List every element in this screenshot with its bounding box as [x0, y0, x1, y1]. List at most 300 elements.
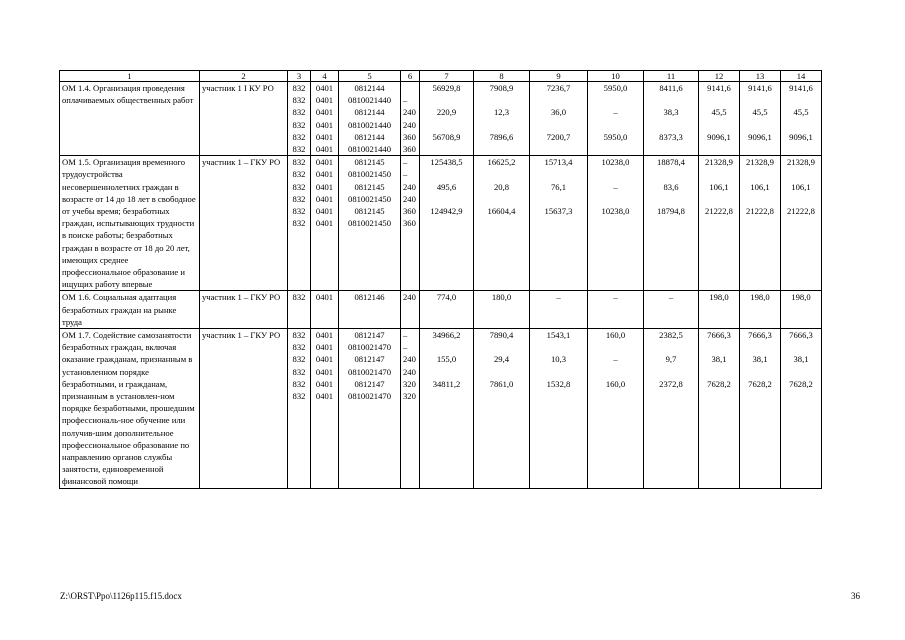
cell-line: 0401: [315, 95, 334, 106]
cell-line: [701, 119, 737, 131]
cell-line: 0810021470: [348, 366, 391, 377]
cell-line: 7666,3: [789, 329, 813, 340]
cell-line: 240: [403, 292, 416, 303]
cell-line: 832: [292, 205, 306, 216]
cell-line: 83,6: [663, 181, 679, 192]
amount-cell: [588, 291, 644, 329]
cell-line: 0401: [315, 169, 334, 180]
cell-line: 9141,6: [707, 83, 731, 93]
cell-line: 0401: [315, 218, 334, 229]
cell-line: 220,9: [436, 107, 457, 118]
cell-line: [742, 168, 778, 180]
cell-line: 7236,7: [546, 83, 571, 93]
cell-line: 180,0: [491, 292, 512, 303]
cell-line: [701, 217, 737, 229]
cell-line: [422, 217, 471, 229]
cell-line: 5950,0: [603, 83, 628, 93]
amount-cell: [420, 156, 474, 291]
cell-line: 0401: [315, 378, 334, 389]
expense-type-code: [401, 328, 420, 488]
grbs-code: [288, 156, 311, 291]
cell-line: [532, 217, 585, 229]
cell-line: [646, 193, 696, 205]
cell-line: 0401: [315, 83, 334, 93]
cell-line: [532, 119, 585, 131]
amount-cell: [530, 328, 588, 488]
cell-line: [646, 366, 696, 378]
cell-line: 18878,4: [657, 157, 685, 168]
cell-line: –: [613, 292, 618, 303]
cell-line: 0810021450: [348, 169, 391, 180]
cell-line: [532, 143, 585, 155]
cell-line: 832: [292, 218, 306, 229]
cell-line: [783, 390, 819, 402]
cell-line: 34811,2: [432, 378, 461, 389]
cell-line: [742, 119, 778, 131]
cell-line: 106,1: [791, 181, 811, 192]
cell-line: [646, 119, 696, 131]
table-header-row: [60, 71, 822, 82]
grbs-code: [288, 328, 311, 488]
cell-line: [646, 217, 696, 229]
cell-line: [742, 341, 778, 353]
cell-line: 832: [292, 193, 306, 204]
cell-line: 832: [292, 169, 306, 180]
cell-line: 8373,3: [659, 131, 683, 142]
cell-line: [783, 143, 819, 155]
cell-line: 7666,3: [748, 329, 772, 340]
cell-line: 0810021440: [348, 95, 391, 106]
cell-line: [742, 390, 778, 402]
column-header: 4: [311, 71, 339, 82]
cell-line: 124942,9: [430, 205, 463, 216]
cell-line: 160,0: [605, 378, 626, 389]
amount-cell: [699, 156, 740, 291]
amount-cell: [781, 82, 822, 156]
amount-cell: [644, 328, 699, 488]
cell-line: [701, 341, 737, 353]
cell-line: 7908,9: [489, 83, 514, 93]
cell-line: –: [403, 342, 408, 353]
cell-line: [590, 341, 641, 353]
cell-line: –: [613, 107, 618, 118]
cell-line: 832: [292, 119, 306, 130]
cell-line: 0812147: [354, 329, 385, 340]
cell-line: 9141,6: [789, 83, 813, 93]
cell-line: 0812147: [354, 378, 385, 389]
cell-line: [532, 94, 585, 106]
cell-line: [701, 366, 737, 378]
cell-line: –: [403, 329, 408, 340]
expense-type-code: [401, 82, 420, 156]
amount-cell: [781, 328, 822, 488]
cell-line: 20,8: [493, 181, 510, 192]
cell-line: [783, 341, 819, 353]
cell-line: [701, 193, 737, 205]
cell-line: 2382,5: [659, 329, 683, 340]
cell-line: 2372,8: [659, 378, 683, 389]
amount-cell: [699, 82, 740, 156]
measure-name: ОМ 1.6. Социальная адаптация безработных граждан на рынке труда: [60, 291, 200, 329]
cell-line: [422, 143, 471, 155]
cell-line: 360: [403, 205, 416, 216]
cell-line: 45,5: [711, 107, 727, 118]
cell-line: [532, 390, 585, 402]
cell-line: 125438,5: [430, 157, 463, 168]
amount-cell: [530, 291, 588, 329]
column-header: 2: [200, 71, 288, 82]
cell-line: [742, 94, 778, 106]
cell-line: 0810021450: [348, 218, 391, 229]
cell-line: 15637,3: [544, 205, 573, 216]
cell-line: 0401: [315, 342, 334, 353]
measure-name: ОМ 1.5. Организация временного трудоустройства несовершеннолетних граждан в возрасте от 14 до 18 лет в свободное от учебы время; безработных граждан, испытывающих трудности в поиске работы; безработных граждан в возрасте от 18 до 20 лет, имеющих среднее профессиональное образование и ищущих работу впервые: [60, 156, 200, 291]
section-code: [311, 328, 339, 488]
grbs-code: [288, 291, 311, 329]
cell-line: 0401: [315, 131, 334, 142]
cell-line: [590, 366, 641, 378]
cell-line: 240: [403, 107, 416, 118]
cell-line: 0401: [315, 193, 334, 204]
cell-line: [590, 168, 641, 180]
cell-line: 155,0: [436, 354, 457, 365]
cell-line: [742, 366, 778, 378]
cell-line: 38,3: [663, 107, 679, 118]
cell-line: 9096,1: [707, 131, 731, 142]
cell-line: 832: [292, 366, 306, 377]
footer-file-path: Z:\ORST\Ppo\1126p115.f15.docx: [60, 591, 182, 601]
column-header: 7: [420, 71, 474, 82]
cell-line: –: [613, 181, 618, 192]
cell-line: 0812144: [354, 107, 385, 118]
table-row: [60, 328, 822, 488]
cell-line: [422, 341, 471, 353]
column-header: 12: [699, 71, 740, 82]
cell-line: 34966,2: [432, 329, 461, 340]
cell-line: [783, 119, 819, 131]
amount-cell: [781, 291, 822, 329]
budget-table: [59, 70, 822, 489]
cell-line: 198,0: [709, 292, 729, 303]
cell-line: 160,0: [605, 329, 626, 340]
cell-line: [532, 366, 585, 378]
amount-cell: [420, 291, 474, 329]
cell-line: [403, 82, 417, 94]
amount-cell: [781, 156, 822, 291]
cell-line: 9,7: [665, 354, 677, 365]
cell-line: [646, 341, 696, 353]
cell-line: 360: [403, 218, 416, 229]
target-article-code: [339, 328, 401, 488]
cell-line: 832: [292, 83, 306, 93]
cell-line: 7628,2: [789, 378, 813, 389]
cell-line: –: [403, 95, 408, 106]
cell-line: 7666,3: [707, 329, 731, 340]
cell-line: [590, 143, 641, 155]
cell-line: 7200,7: [546, 131, 571, 142]
cell-line: 8411,6: [659, 83, 683, 93]
section-code: [311, 156, 339, 291]
cell-line: 38,1: [711, 354, 727, 365]
cell-line: [422, 94, 471, 106]
cell-line: 240: [403, 181, 416, 192]
cell-line: 0812146: [354, 292, 385, 303]
cell-line: 21222,8: [746, 205, 774, 216]
cell-line: 832: [292, 143, 306, 154]
cell-line: 774,0: [436, 292, 457, 303]
cell-line: 5950,0: [603, 131, 628, 142]
cell-line: 7861,0: [489, 378, 514, 389]
cell-line: 0401: [315, 205, 334, 216]
cell-line: [742, 217, 778, 229]
cell-line: 0812147: [354, 354, 385, 365]
cell-line: [742, 143, 778, 155]
cell-line: 832: [292, 131, 306, 142]
amount-cell: [474, 82, 530, 156]
cell-line: [646, 168, 696, 180]
amount-cell: [740, 328, 781, 488]
cell-line: 0401: [315, 354, 334, 365]
cell-line: 832: [292, 107, 306, 118]
cell-line: –: [668, 292, 674, 303]
cell-line: –: [556, 292, 561, 303]
column-header: 8: [474, 71, 530, 82]
cell-line: 0812145: [354, 181, 385, 192]
cell-line: [701, 143, 737, 155]
amount-cell: [644, 156, 699, 291]
amount-cell: [420, 82, 474, 156]
cell-line: [476, 193, 527, 205]
cell-line: 7628,2: [748, 378, 772, 389]
amount-cell: [588, 328, 644, 488]
amount-cell: [474, 291, 530, 329]
amount-cell: [740, 156, 781, 291]
cell-line: 0401: [315, 157, 334, 168]
cell-line: [590, 94, 641, 106]
cell-line: 0401: [315, 181, 334, 192]
amount-cell: [740, 291, 781, 329]
cell-line: [783, 168, 819, 180]
cell-line: 15713,4: [544, 157, 573, 168]
cell-line: 832: [292, 181, 306, 192]
section-code: [311, 82, 339, 156]
cell-line: 10238,0: [601, 157, 630, 168]
participant: участник 1 – ГКУ РО: [200, 156, 288, 291]
cell-line: 18794,8: [657, 205, 685, 216]
column-header: 10: [588, 71, 644, 82]
cell-line: 320: [403, 390, 416, 401]
cell-line: [646, 390, 696, 402]
column-header: 14: [781, 71, 822, 82]
cell-line: –: [403, 169, 408, 180]
cell-line: 38,1: [752, 354, 768, 365]
cell-line: [422, 390, 471, 402]
cell-line: 16604,4: [487, 205, 516, 216]
section-code: [311, 291, 339, 329]
cell-line: [422, 168, 471, 180]
cell-line: [476, 119, 527, 131]
cell-line: [476, 390, 527, 402]
amount-cell: [699, 291, 740, 329]
cell-line: 56929,8: [432, 83, 461, 93]
cell-line: [532, 168, 585, 180]
cell-line: 1543,1: [546, 329, 571, 340]
target-article-code: [339, 156, 401, 291]
participant: участник 1 – ГКУ РО: [200, 291, 288, 329]
page-number: 36: [851, 591, 860, 601]
cell-line: 240: [403, 119, 416, 130]
table-row: [60, 156, 822, 291]
participant: участник 1 I КУ РО: [200, 82, 288, 156]
amount-cell: [530, 156, 588, 291]
cell-line: 45,5: [752, 107, 768, 118]
cell-line: 9096,1: [748, 131, 772, 142]
cell-line: [422, 119, 471, 131]
cell-line: 21328,9: [787, 157, 815, 168]
cell-line: 0810021440: [348, 119, 391, 130]
cell-line: [701, 390, 737, 402]
amount-cell: [474, 156, 530, 291]
cell-line: 0812145: [354, 205, 385, 216]
cell-line: 1532,8: [546, 378, 571, 389]
cell-line: 45,5: [793, 107, 809, 118]
column-header: 1: [60, 71, 200, 82]
cell-line: 21222,8: [705, 205, 733, 216]
cell-line: [701, 94, 737, 106]
column-header: 6: [401, 71, 420, 82]
cell-line: 21222,8: [787, 205, 815, 216]
table-row: [60, 291, 822, 329]
cell-line: [783, 193, 819, 205]
cell-line: –: [403, 157, 408, 168]
cell-line: 106,1: [750, 181, 770, 192]
cell-line: 29,4: [493, 354, 510, 365]
cell-line: [476, 341, 527, 353]
cell-line: 0401: [315, 366, 334, 377]
amount-cell: [474, 328, 530, 488]
participant: участник 1 – ГКУ РО: [200, 328, 288, 488]
cell-line: 21328,9: [746, 157, 774, 168]
target-article-code: [339, 82, 401, 156]
cell-line: 832: [292, 354, 306, 365]
cell-line: [476, 143, 527, 155]
cell-line: 76,1: [550, 181, 567, 192]
cell-line: [783, 217, 819, 229]
cell-line: [476, 217, 527, 229]
amount-cell: [699, 328, 740, 488]
amount-cell: [644, 82, 699, 156]
amount-cell: [740, 82, 781, 156]
cell-line: 10238,0: [601, 205, 630, 216]
cell-line: 7890,4: [489, 329, 514, 340]
cell-line: 0810021440: [348, 143, 391, 154]
measure-name: ОМ 1.4. Организация проведения оплачиваемых общественных работ: [60, 82, 200, 156]
cell-line: 0812144: [354, 83, 385, 93]
cell-line: 10,3: [550, 354, 567, 365]
cell-line: 832: [292, 378, 306, 389]
cell-line: 240: [403, 354, 416, 365]
cell-line: 7896,6: [489, 131, 514, 142]
cell-line: [422, 193, 471, 205]
cell-line: [783, 94, 819, 106]
cell-line: 0401: [315, 292, 334, 303]
grbs-code: [288, 82, 311, 156]
column-header: 9: [530, 71, 588, 82]
cell-line: 0401: [315, 119, 334, 130]
amount-cell: [644, 291, 699, 329]
amount-cell: [588, 82, 644, 156]
expense-type-code: [401, 291, 420, 329]
column-header: 13: [740, 71, 781, 82]
column-header: 5: [339, 71, 401, 82]
cell-line: 832: [292, 342, 306, 353]
cell-line: 0401: [315, 107, 334, 118]
expense-type-code: [401, 156, 420, 291]
cell-line: [532, 341, 585, 353]
cell-line: 21328,9: [705, 157, 733, 168]
cell-line: 0812144: [354, 131, 385, 142]
cell-line: 0810021470: [348, 390, 391, 401]
cell-line: 495,6: [436, 181, 457, 192]
cell-line: [590, 193, 641, 205]
cell-line: 198,0: [791, 292, 811, 303]
cell-line: 832: [292, 292, 306, 303]
cell-line: [532, 193, 585, 205]
cell-line: 106,1: [709, 181, 729, 192]
cell-line: 36,0: [550, 107, 567, 118]
cell-line: [590, 217, 641, 229]
cell-line: 0810021450: [348, 193, 391, 204]
cell-line: [646, 143, 696, 155]
cell-line: 0812145: [354, 157, 385, 168]
cell-line: 360: [403, 143, 416, 154]
cell-line: [476, 168, 527, 180]
column-header: 11: [644, 71, 699, 82]
cell-line: 198,0: [750, 292, 770, 303]
cell-line: 832: [292, 329, 306, 340]
cell-line: 360: [403, 131, 416, 142]
cell-line: 832: [292, 157, 306, 168]
cell-line: [742, 193, 778, 205]
cell-line: 832: [292, 95, 306, 106]
cell-line: 832: [292, 390, 306, 401]
cell-line: 0401: [315, 390, 334, 401]
cell-line: 12,3: [493, 107, 510, 118]
cell-line: 0401: [315, 143, 334, 154]
cell-line: 7628,2: [707, 378, 731, 389]
column-header: 3: [288, 71, 311, 82]
cell-line: [590, 390, 641, 402]
cell-line: [590, 119, 641, 131]
cell-line: 9141,6: [748, 83, 772, 93]
amount-cell: [588, 156, 644, 291]
cell-line: 0810021470: [348, 342, 391, 353]
table-row: [60, 82, 822, 156]
amount-cell: [420, 328, 474, 488]
measure-name: ОМ 1.7. Содействие самозанятости безработных граждан, включая оказание гражданам, признанным в установленном порядке безработными, и гражданам, признанным в установлен-ном порядке безработными, прошедшим профессиональ-ное обучение или получив-шим дополнительное профессиональное образование по направлению органов службы занятости, единовременной финансовой помощи: [60, 328, 200, 488]
cell-line: [476, 366, 527, 378]
cell-line: [422, 366, 471, 378]
cell-line: [701, 168, 737, 180]
cell-line: 320: [403, 378, 416, 389]
cell-line: 240: [403, 193, 416, 204]
cell-line: [476, 94, 527, 106]
target-article-code: [339, 291, 401, 329]
cell-line: 240: [403, 366, 416, 377]
cell-line: 38,1: [793, 354, 809, 365]
cell-line: 56708,9: [432, 131, 461, 142]
cell-line: 0401: [315, 329, 334, 340]
